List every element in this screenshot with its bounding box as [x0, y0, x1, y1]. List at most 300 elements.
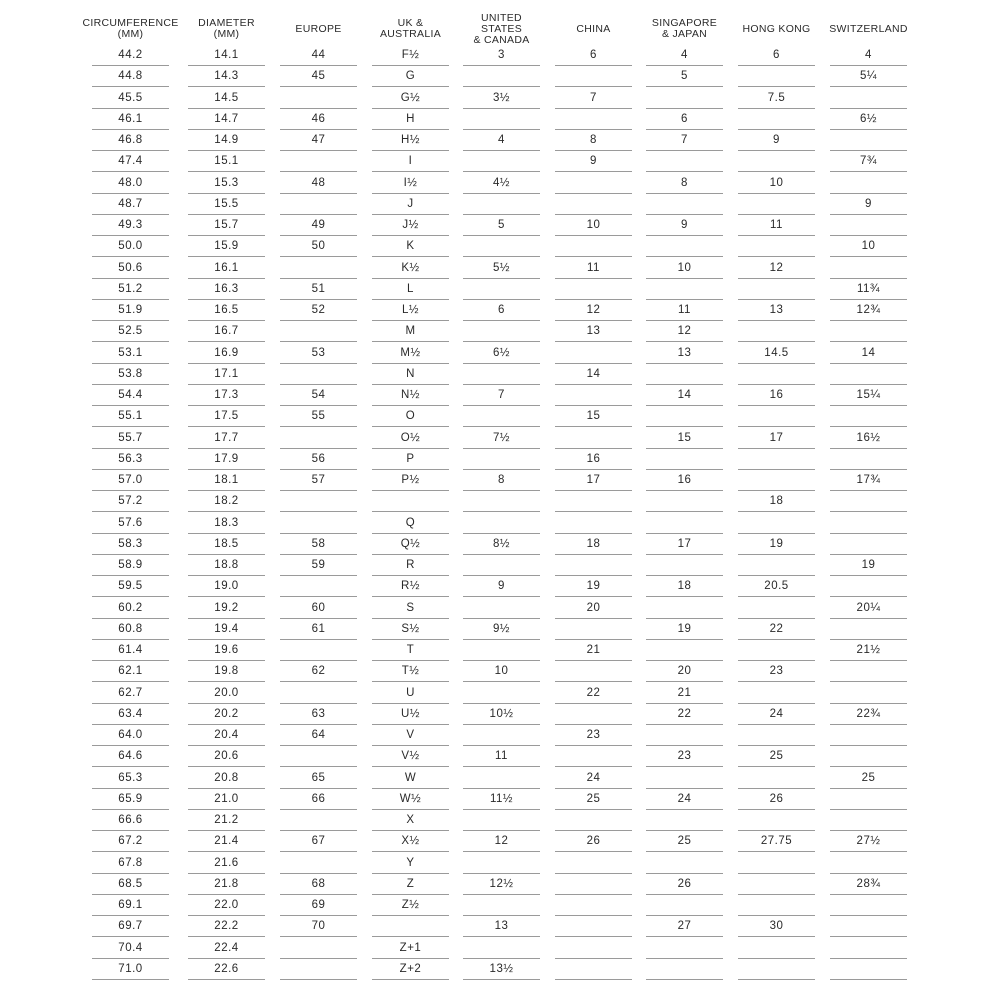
table-cell-us-canada: 11	[463, 746, 540, 767]
table-cell-europe: 52	[280, 300, 357, 321]
table-cell-circumference: 49.3	[92, 215, 169, 236]
table-cell-singapore-japan	[646, 938, 723, 959]
table-cell-hong-kong: 30	[738, 916, 815, 937]
table-cell-europe: 58	[280, 534, 357, 555]
column-header-hong-kong: HONG KONG	[742, 22, 811, 35]
table-cell-circumference: 53.8	[92, 364, 169, 385]
table-cell-china: 19	[555, 576, 632, 597]
table-cell-switzerland: 12¾	[830, 300, 907, 321]
table-cell-switzerland: 15¼	[830, 385, 907, 406]
table-cell-switzerland: 19	[830, 555, 907, 576]
table-cell-uk-australia: T½	[372, 661, 449, 682]
table-cell-singapore-japan	[646, 853, 723, 874]
table-cell-uk-australia: S½	[372, 619, 449, 640]
table-cell-hong-kong	[738, 725, 815, 746]
table-cell-us-canada: 3½	[463, 88, 540, 109]
table-cell-diameter: 21.2	[188, 810, 265, 831]
table-cell-switzerland: 4	[830, 45, 907, 66]
table-cell-circumference: 55.7	[92, 428, 169, 449]
table-cell-switzerland	[830, 406, 907, 427]
table-cell-singapore-japan: 26	[646, 874, 723, 895]
table-cell-diameter: 22.0	[188, 895, 265, 916]
table-cell-circumference: 65.3	[92, 768, 169, 789]
table-cell-switzerland	[830, 491, 907, 512]
table-cell-hong-kong	[738, 555, 815, 576]
table-cell-diameter: 18.3	[188, 513, 265, 534]
table-cell-europe: 51	[280, 279, 357, 300]
table-cell-switzerland	[830, 215, 907, 236]
table-cell-diameter: 21.0	[188, 789, 265, 810]
table-cell-uk-australia: Z+1	[372, 938, 449, 959]
table-cell-switzerland: 16½	[830, 428, 907, 449]
table-cell-china: 9	[555, 151, 632, 172]
table-cell-hong-kong: 7.5	[738, 88, 815, 109]
table-cell-switzerland: 27½	[830, 831, 907, 852]
table-cell-switzerland	[830, 130, 907, 151]
table-cell-uk-australia: R	[372, 555, 449, 576]
table-cell-diameter: 18.1	[188, 470, 265, 491]
table-cell-circumference: 69.1	[92, 895, 169, 916]
table-cell-circumference: 67.2	[92, 831, 169, 852]
column-header-us-canada: UNITED STATES & CANADA	[473, 11, 530, 46]
table-cell-diameter: 20.2	[188, 704, 265, 725]
table-cell-circumference: 54.4	[92, 385, 169, 406]
table-cell-diameter: 17.5	[188, 406, 265, 427]
table-cell-hong-kong	[738, 470, 815, 491]
table-cell-diameter: 15.5	[188, 194, 265, 215]
table-cell-singapore-japan	[646, 810, 723, 831]
table-cell-diameter: 19.4	[188, 619, 265, 640]
table-cell-switzerland	[830, 810, 907, 831]
table-cell-europe: 45	[280, 66, 357, 87]
table-cell-china	[555, 173, 632, 194]
table-cell-switzerland	[830, 576, 907, 597]
table-cell-switzerland	[830, 938, 907, 959]
column-header-china: CHINA	[576, 22, 611, 35]
table-cell-switzerland	[830, 683, 907, 704]
table-cell-hong-kong: 23	[738, 661, 815, 682]
table-cell-europe: 56	[280, 449, 357, 470]
table-cell-diameter: 17.7	[188, 428, 265, 449]
table-cell-circumference: 65.9	[92, 789, 169, 810]
table-cell-europe: 63	[280, 704, 357, 725]
table-cell-singapore-japan	[646, 725, 723, 746]
table-cell-diameter: 16.7	[188, 321, 265, 342]
table-cell-hong-kong	[738, 683, 815, 704]
table-cell-us-canada: 4½	[463, 173, 540, 194]
table-cell-europe	[280, 364, 357, 385]
table-cell-us-canada	[463, 810, 540, 831]
table-cell-switzerland	[830, 916, 907, 937]
table-cell-hong-kong	[738, 151, 815, 172]
table-cell-europe	[280, 88, 357, 109]
table-cell-us-canada: 6	[463, 300, 540, 321]
table-cell-circumference: 62.1	[92, 661, 169, 682]
table-cell-china: 7	[555, 88, 632, 109]
table-cell-europe	[280, 258, 357, 279]
table-cell-hong-kong	[738, 895, 815, 916]
table-cell-hong-kong: 20.5	[738, 576, 815, 597]
table-cell-diameter: 18.5	[188, 534, 265, 555]
table-cell-hong-kong	[738, 194, 815, 215]
table-cell-circumference: 45.5	[92, 88, 169, 109]
table-cell-switzerland: 10	[830, 236, 907, 257]
table-cell-us-canada: 10½	[463, 704, 540, 725]
table-cell-uk-australia: J	[372, 194, 449, 215]
table-cell-us-canada	[463, 895, 540, 916]
table-cell-uk-australia: L½	[372, 300, 449, 321]
table-cell-europe: 68	[280, 874, 357, 895]
table-cell-hong-kong: 13	[738, 300, 815, 321]
table-cell-us-canada	[463, 66, 540, 87]
table-cell-circumference: 63.4	[92, 704, 169, 725]
table-cell-europe: 48	[280, 173, 357, 194]
table-cell-china	[555, 746, 632, 767]
table-cell-switzerland	[830, 789, 907, 810]
table-cell-hong-kong: 18	[738, 491, 815, 512]
table-cell-circumference: 50.0	[92, 236, 169, 257]
table-cell-europe	[280, 428, 357, 449]
table-cell-singapore-japan	[646, 406, 723, 427]
table-cell-uk-australia: P½	[372, 470, 449, 491]
table-cell-europe: 49	[280, 215, 357, 236]
table-cell-singapore-japan: 19	[646, 619, 723, 640]
table-cell-singapore-japan: 11	[646, 300, 723, 321]
table-cell-singapore-japan	[646, 640, 723, 661]
table-cell-china: 22	[555, 683, 632, 704]
table-cell-uk-australia: N½	[372, 385, 449, 406]
table-cell-us-canada: 3	[463, 45, 540, 66]
table-cell-singapore-japan	[646, 959, 723, 980]
table-cell-europe	[280, 194, 357, 215]
table-cell-uk-australia: K½	[372, 258, 449, 279]
table-cell-diameter: 18.8	[188, 555, 265, 576]
table-cell-hong-kong	[738, 279, 815, 300]
table-cell-uk-australia: G	[372, 66, 449, 87]
table-cell-switzerland: 14	[830, 343, 907, 364]
table-cell-singapore-japan	[646, 768, 723, 789]
table-cell-diameter: 16.5	[188, 300, 265, 321]
table-cell-uk-australia	[372, 916, 449, 937]
table-cell-china	[555, 704, 632, 725]
table-cell-europe: 61	[280, 619, 357, 640]
table-cell-switzerland	[830, 364, 907, 385]
table-cell-uk-australia: G½	[372, 88, 449, 109]
table-cell-europe: 60	[280, 598, 357, 619]
table-cell-us-canada	[463, 768, 540, 789]
table-cell-uk-australia: U½	[372, 704, 449, 725]
table-cell-china	[555, 343, 632, 364]
table-cell-europe	[280, 151, 357, 172]
table-cell-us-canada: 13	[463, 916, 540, 937]
table-cell-uk-australia: I	[372, 151, 449, 172]
table-cell-hong-kong	[738, 449, 815, 470]
table-cell-hong-kong	[738, 236, 815, 257]
table-cell-hong-kong: 25	[738, 746, 815, 767]
table-cell-switzerland	[830, 258, 907, 279]
table-cell-europe: 47	[280, 130, 357, 151]
table-cell-circumference: 46.8	[92, 130, 169, 151]
table-cell-switzerland: 22¾	[830, 704, 907, 725]
table-cell-hong-kong	[738, 598, 815, 619]
column-header-europe: EUROPE	[295, 22, 342, 35]
table-cell-diameter: 22.2	[188, 916, 265, 937]
table-cell-hong-kong: 11	[738, 215, 815, 236]
table-cell-hong-kong	[738, 66, 815, 87]
table-cell-china	[555, 874, 632, 895]
table-cell-uk-australia: W	[372, 768, 449, 789]
table-cell-diameter: 19.8	[188, 661, 265, 682]
column-header-diameter: DIAMETER (MM)	[198, 17, 255, 40]
column-header-circumference: CIRCUMFERENCE (MM)	[82, 17, 179, 40]
table-cell-europe: 66	[280, 789, 357, 810]
table-cell-circumference: 48.7	[92, 194, 169, 215]
table-cell-singapore-japan: 21	[646, 683, 723, 704]
table-cell-us-canada	[463, 725, 540, 746]
table-cell-switzerland: 20¼	[830, 598, 907, 619]
table-cell-china	[555, 194, 632, 215]
table-cell-china	[555, 916, 632, 937]
table-cell-us-canada	[463, 194, 540, 215]
table-cell-singapore-japan: 22	[646, 704, 723, 725]
table-cell-us-canada: 9	[463, 576, 540, 597]
table-cell-circumference: 44.8	[92, 66, 169, 87]
table-cell-hong-kong: 22	[738, 619, 815, 640]
table-cell-diameter: 19.0	[188, 576, 265, 597]
table-cell-diameter: 17.3	[188, 385, 265, 406]
table-cell-uk-australia: L	[372, 279, 449, 300]
table-cell-us-canada: 7	[463, 385, 540, 406]
table-cell-hong-kong	[738, 406, 815, 427]
table-cell-europe	[280, 746, 357, 767]
table-cell-circumference: 57.0	[92, 470, 169, 491]
table-cell-hong-kong	[738, 321, 815, 342]
table-cell-china	[555, 428, 632, 449]
table-cell-circumference: 64.6	[92, 746, 169, 767]
table-cell-singapore-japan: 12	[646, 321, 723, 342]
table-cell-europe: 57	[280, 470, 357, 491]
table-cell-switzerland: 21½	[830, 640, 907, 661]
table-cell-diameter: 15.1	[188, 151, 265, 172]
table-cell-circumference: 51.2	[92, 279, 169, 300]
table-cell-uk-australia: O	[372, 406, 449, 427]
table-cell-switzerland	[830, 88, 907, 109]
table-cell-singapore-japan	[646, 491, 723, 512]
table-cell-singapore-japan	[646, 555, 723, 576]
table-cell-europe: 50	[280, 236, 357, 257]
table-cell-diameter: 14.1	[188, 45, 265, 66]
table-cell-china: 15	[555, 406, 632, 427]
table-cell-us-canada	[463, 364, 540, 385]
table-cell-europe	[280, 321, 357, 342]
table-cell-uk-australia: O½	[372, 428, 449, 449]
table-cell-diameter: 14.9	[188, 130, 265, 151]
table-cell-switzerland	[830, 746, 907, 767]
table-cell-china	[555, 279, 632, 300]
column-header-uk-australia: UK & AUSTRALIA	[379, 17, 442, 40]
table-cell-switzerland	[830, 321, 907, 342]
table-cell-switzerland: 28¾	[830, 874, 907, 895]
table-cell-uk-australia: Q	[372, 513, 449, 534]
table-cell-us-canada	[463, 683, 540, 704]
table-cell-singapore-japan: 24	[646, 789, 723, 810]
table-cell-singapore-japan: 20	[646, 661, 723, 682]
table-cell-china: 18	[555, 534, 632, 555]
table-cell-uk-australia: Q½	[372, 534, 449, 555]
table-cell-circumference: 50.6	[92, 258, 169, 279]
table-cell-singapore-japan	[646, 449, 723, 470]
table-cell-uk-australia: X½	[372, 831, 449, 852]
table-cell-circumference: 66.6	[92, 810, 169, 831]
table-cell-uk-australia: Z½	[372, 895, 449, 916]
table-cell-singapore-japan	[646, 194, 723, 215]
table-cell-singapore-japan: 4	[646, 45, 723, 66]
table-cell-uk-australia: H½	[372, 130, 449, 151]
table-cell-uk-australia: S	[372, 598, 449, 619]
table-cell-uk-australia: M½	[372, 343, 449, 364]
table-cell-hong-kong	[738, 959, 815, 980]
table-cell-singapore-japan	[646, 364, 723, 385]
table-cell-china: 13	[555, 321, 632, 342]
table-cell-china: 23	[555, 725, 632, 746]
table-cell-diameter: 20.0	[188, 683, 265, 704]
table-cell-europe	[280, 853, 357, 874]
table-cell-hong-kong	[738, 853, 815, 874]
table-cell-singapore-japan	[646, 151, 723, 172]
table-cell-diameter: 22.4	[188, 938, 265, 959]
table-cell-singapore-japan: 27	[646, 916, 723, 937]
table-cell-uk-australia: M	[372, 321, 449, 342]
table-cell-us-canada	[463, 640, 540, 661]
table-cell-us-canada	[463, 279, 540, 300]
column-header-switzerland: SWITZERLAND	[829, 22, 908, 35]
table-cell-europe	[280, 576, 357, 597]
table-cell-circumference: 58.9	[92, 555, 169, 576]
table-cell-circumference: 51.9	[92, 300, 169, 321]
table-cell-singapore-japan: 14	[646, 385, 723, 406]
table-cell-china	[555, 513, 632, 534]
table-cell-diameter: 20.8	[188, 768, 265, 789]
table-cell-us-canada: 12½	[463, 874, 540, 895]
table-cell-us-canada	[463, 938, 540, 959]
table-cell-uk-australia: I½	[372, 173, 449, 194]
table-cell-diameter: 21.4	[188, 831, 265, 852]
table-cell-circumference: 56.3	[92, 449, 169, 470]
table-cell-uk-australia	[372, 491, 449, 512]
table-cell-circumference: 64.0	[92, 725, 169, 746]
table-cell-uk-australia: N	[372, 364, 449, 385]
table-cell-singapore-japan: 6	[646, 109, 723, 130]
table-cell-us-canada	[463, 598, 540, 619]
table-cell-uk-australia: V	[372, 725, 449, 746]
table-cell-switzerland: 17¾	[830, 470, 907, 491]
table-cell-singapore-japan: 17	[646, 534, 723, 555]
table-cell-us-canada	[463, 109, 540, 130]
table-cell-uk-australia: T	[372, 640, 449, 661]
table-cell-uk-australia: X	[372, 810, 449, 831]
table-cell-china	[555, 853, 632, 874]
table-cell-us-canada	[463, 491, 540, 512]
table-cell-singapore-japan	[646, 513, 723, 534]
table-cell-singapore-japan	[646, 236, 723, 257]
table-cell-diameter: 20.4	[188, 725, 265, 746]
table-cell-us-canada	[463, 236, 540, 257]
table-cell-us-canada	[463, 321, 540, 342]
table-cell-europe	[280, 491, 357, 512]
table-cell-europe: 59	[280, 555, 357, 576]
table-cell-circumference: 52.5	[92, 321, 169, 342]
table-cell-europe: 62	[280, 661, 357, 682]
table-cell-china: 20	[555, 598, 632, 619]
table-cell-circumference: 48.0	[92, 173, 169, 194]
table-cell-us-canada: 6½	[463, 343, 540, 364]
table-cell-china: 14	[555, 364, 632, 385]
table-cell-europe	[280, 683, 357, 704]
table-cell-circumference: 68.5	[92, 874, 169, 895]
table-cell-us-canada: 12	[463, 831, 540, 852]
table-cell-diameter: 16.1	[188, 258, 265, 279]
table-cell-singapore-japan: 8	[646, 173, 723, 194]
column-header-singapore-japan: SINGAPORE & JAPAN	[651, 17, 718, 40]
table-cell-hong-kong	[738, 810, 815, 831]
table-cell-china	[555, 895, 632, 916]
table-cell-china	[555, 385, 632, 406]
table-cell-switzerland	[830, 959, 907, 980]
table-cell-europe: 44	[280, 45, 357, 66]
table-cell-uk-australia: W½	[372, 789, 449, 810]
table-cell-circumference: 53.1	[92, 343, 169, 364]
table-cell-hong-kong: 10	[738, 173, 815, 194]
table-cell-switzerland: 11¾	[830, 279, 907, 300]
table-cell-singapore-japan: 10	[646, 258, 723, 279]
table-cell-europe: 54	[280, 385, 357, 406]
table-cell-uk-australia: Z+2	[372, 959, 449, 980]
table-cell-circumference: 58.3	[92, 534, 169, 555]
table-cell-china	[555, 938, 632, 959]
table-cell-singapore-japan: 7	[646, 130, 723, 151]
table-cell-diameter: 17.9	[188, 449, 265, 470]
table-cell-switzerland	[830, 173, 907, 194]
table-cell-hong-kong: 12	[738, 258, 815, 279]
table-cell-switzerland: 25	[830, 768, 907, 789]
table-cell-china: 10	[555, 215, 632, 236]
table-cell-hong-kong	[738, 364, 815, 385]
table-cell-diameter: 19.6	[188, 640, 265, 661]
table-cell-us-canada	[463, 513, 540, 534]
table-cell-singapore-japan: 15	[646, 428, 723, 449]
table-cell-switzerland	[830, 619, 907, 640]
table-cell-europe	[280, 959, 357, 980]
table-cell-europe: 46	[280, 109, 357, 130]
table-cell-circumference: 57.2	[92, 491, 169, 512]
table-cell-us-canada: 8½	[463, 534, 540, 555]
table-cell-us-canada: 11½	[463, 789, 540, 810]
table-cell-switzerland	[830, 534, 907, 555]
table-cell-us-canada: 10	[463, 661, 540, 682]
table-cell-europe: 55	[280, 406, 357, 427]
table-cell-hong-kong	[738, 938, 815, 959]
table-cell-china: 6	[555, 45, 632, 66]
table-cell-uk-australia: H	[372, 109, 449, 130]
table-cell-diameter: 21.6	[188, 853, 265, 874]
table-cell-singapore-japan	[646, 895, 723, 916]
table-cell-hong-kong	[738, 768, 815, 789]
table-cell-uk-australia: Z	[372, 874, 449, 895]
table-cell-europe	[280, 938, 357, 959]
table-cell-singapore-japan	[646, 598, 723, 619]
table-cell-circumference: 60.2	[92, 598, 169, 619]
table-cell-europe: 70	[280, 916, 357, 937]
